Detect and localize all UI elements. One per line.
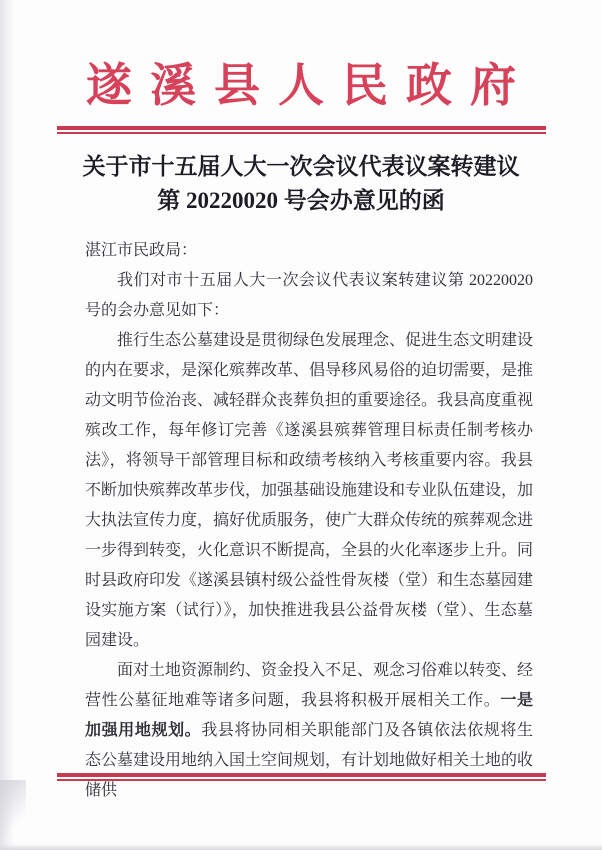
document-title-line1: 关于市十五届人大一次会议代表议案转建议: [82, 154, 520, 179]
recipient-line: 湛江市民政局：: [85, 242, 198, 259]
document-title: [57, 150, 545, 218]
red-rule-top: [57, 126, 546, 134]
document-body: [57, 236, 545, 806]
body-paragraph: [85, 266, 533, 326]
agency-header: 遂溪县人民政府: [86, 60, 534, 111]
body-text: 我们对市十五届人大一次会议代表议案转建议第 20220020 号的会办意见如下：: [85, 272, 533, 319]
body-text: 我县将协同相关职能部门及各镇依法依规将生态公墓建设用地纳入国土空间规划，有计划地做好相关土地的收储供: [85, 722, 534, 799]
scan-edge-left: [0, 0, 14, 850]
body-paragraphs: [85, 266, 533, 806]
emphasis-text: 一是加强用地规划。: [85, 692, 533, 739]
document-title-line2: 第 20220020 号会办意见的函: [157, 188, 445, 213]
body-paragraph: [85, 326, 533, 656]
scan-corner-shade: [0, 780, 26, 850]
body-text: 面对土地资源制约、资金投入不足、观念习俗难以转变、经营性公墓征地难等诸多问题，我县将积极开展相关工作。: [85, 662, 534, 709]
body-paragraph: [85, 656, 533, 806]
body-text: 推行生态公墓建设是贯彻绿色发展理念、促进生态文明建设的内在要求，是深化殡葬改革、倡导移风易俗的迫切需要，是推动文明节俭治丧、减轻群众丧葬负担的重要途径。我县高度重视殡改工作，每年修订完善《遂溪县殡葬管理目标责任制考核办法》，将领导干部管理目标和政绩考核纳入考核重要内容。我县不断加快殡葬改革步伐，加强基础设施建设和专业队伍建设，加大执法宣传力度，搞好优质服务，使广大群众传统的殡葬观念进一步得到转变，火化意识不断提高，全县的火化率逐步上升。同时县政府印发《遂溪县镇村级公益性骨灰楼（堂）和生态墓园建设实施方案（试行）》，加快推进我县公益骨灰楼（堂）、生态墓园建设。: [85, 332, 534, 649]
scan-edge-bottom: [0, 844, 602, 850]
red-rule-bottom: [57, 773, 546, 781]
